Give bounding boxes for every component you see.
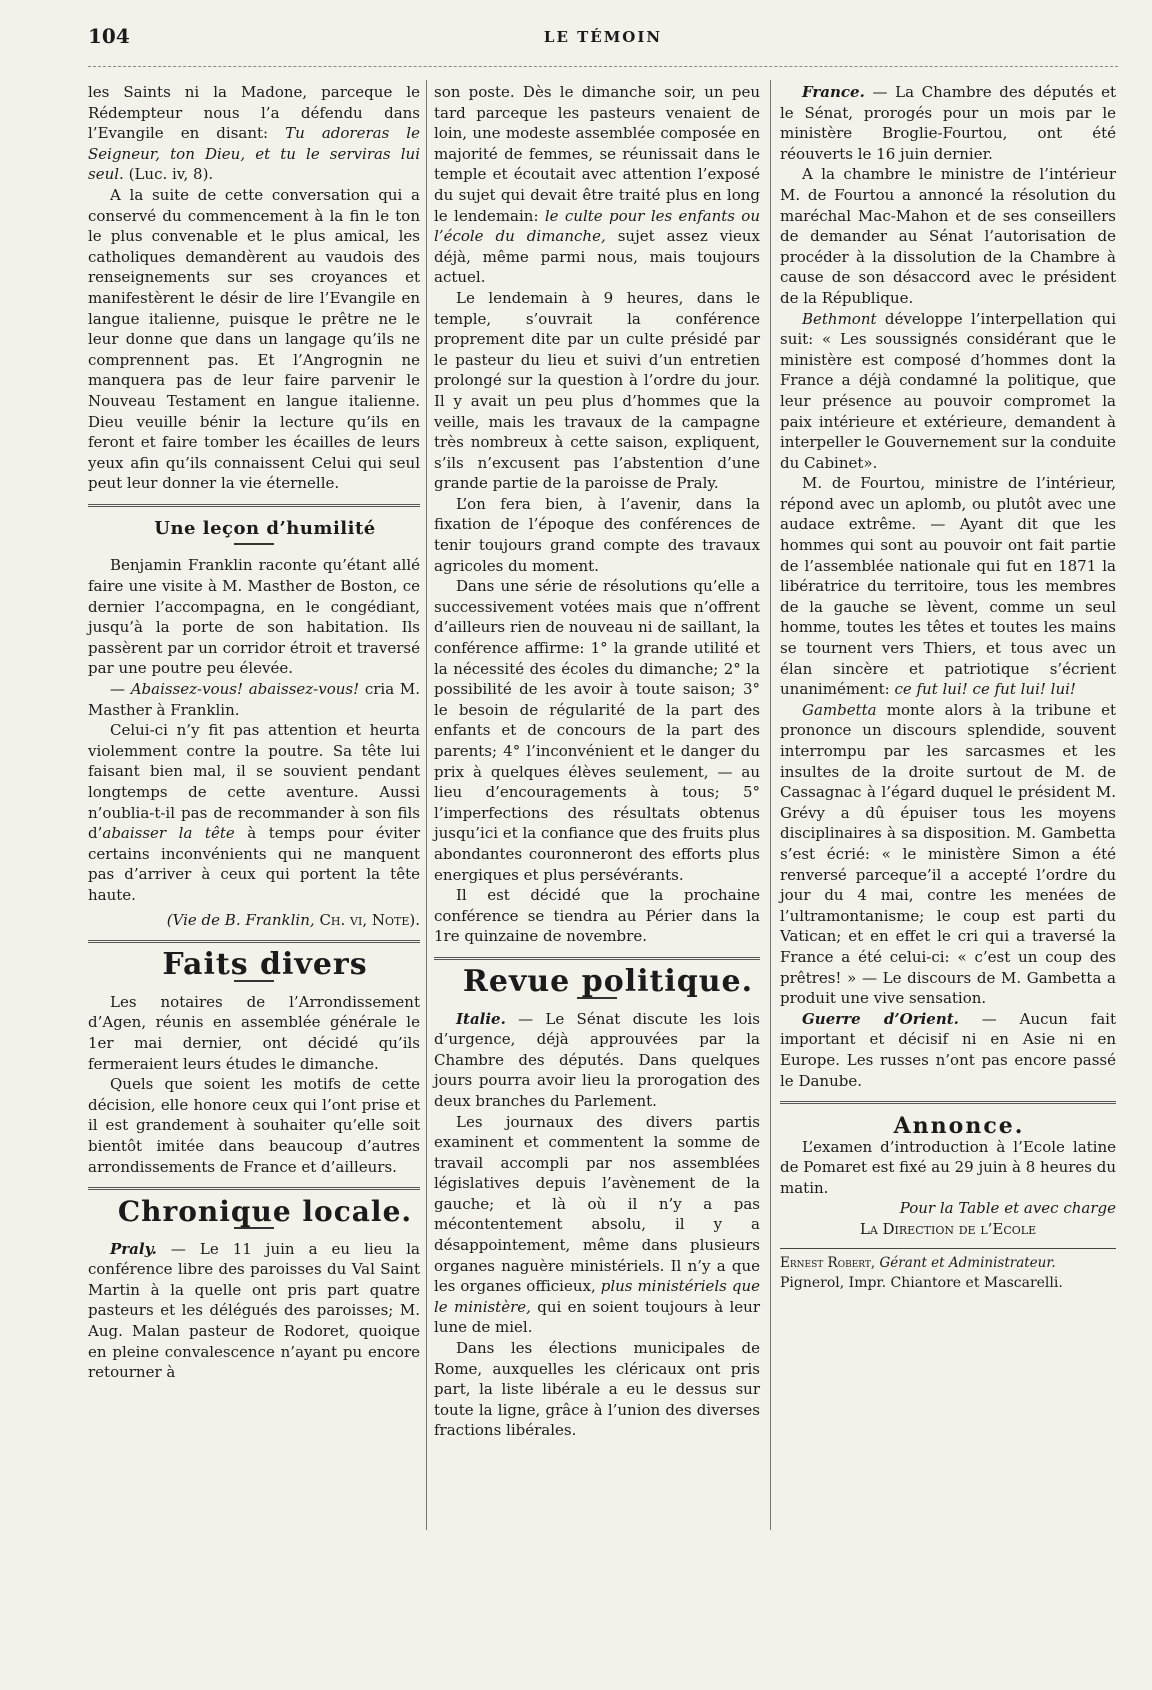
section-title-humilite: Une leçon d’humilité [154, 517, 376, 539]
paragraph [88, 720, 420, 905]
paragraph [780, 1009, 1116, 1091]
paragraph [88, 82, 420, 185]
text: — Aucun fait important et décisif ni en Asie ni en Europe. Les russes n’ont pas encore passé le Danube. [780, 1009, 1117, 1090]
paragraph [780, 473, 1116, 700]
paragraph: Il est décidé que la prochaine conférence se tiendra au Périer dans la 1re quinzaine de novembre. [434, 886, 760, 946]
emphasis: le culte pour les enfants ou l’école du dimanche, [434, 206, 760, 246]
scripture-quote: Tu adoreras le Seigneur, ton Dieu, et tu le serviras lui seul. [88, 124, 420, 184]
gerant-role: Gérant et Administrateur. [875, 1254, 1056, 1271]
paragraph [780, 82, 1116, 164]
emphasis: abaisser la tête [102, 824, 235, 843]
section-rule [88, 940, 420, 943]
topic-lead: Guerre d’Orient. [802, 1009, 959, 1028]
text: M. de Fourtou, ministre de l’intérieur, répond avec un aplomb, ou plutôt avec une audace extrême. — Ayant dit que les hommes qui sont au pouvoir ont fait partie de l’assemblée nationale qui fut en 1871 la libératrice du territoire, tous les membres de la gauche se lèvent, comme un seul homme, toutes les têtes et toutes les mains se tournent vers Thiers, et tous avec un élan sincère et patriotique s’écrient unanimément: [780, 474, 1116, 699]
signature-direction: La Direction de l’Ecole [859, 1220, 1037, 1239]
column-divider [770, 80, 771, 1530]
header-rule [88, 66, 1118, 67]
section-title-revue-politique: Revue politique. [462, 963, 754, 999]
paragraph [434, 1009, 760, 1112]
text: les Saints ni la Madone, parceque le Rédempteur nous l’a défendu dans l’Evangile en disant: [88, 83, 420, 143]
paragraph [780, 700, 1116, 1009]
emphasis: ce fut lui! ce fut lui! lui! [894, 680, 1076, 699]
paragraph [88, 1239, 420, 1383]
gerant-line [780, 1248, 1116, 1274]
paragraph: L’examen d’introduction à l’Ecole latine de Pomaret est fixé au 29 juin à 8 heures du matin. [780, 1137, 1117, 1197]
text: Ch. vi, Note). [319, 910, 420, 929]
text: sujet assez vieux déjà, même parmi nous, mais toujours actuel. [434, 227, 761, 287]
scripture-reference: (Luc. iv, 8). [128, 165, 214, 184]
quote: — Abaissez-vous! abaissez-vous! [110, 680, 360, 699]
page-header [88, 18, 1118, 52]
paragraph: A la chambre le ministre de l’intérieur M. de Fourtou a annoncé la résolution du maréchal Mac-Mahon et de ses conseillers de demander au Sénat l’autorisation de procéder à la dissolution de la Chambre à cause de son désaccord avec le président de la République. [780, 165, 1116, 307]
paragraph: Dans les élections municipales de Rome, auxquelles les cléricaux ont pris part, la liste libérale a eu le dessus sur toute la ligne, grâce à l’union des diverses fractions libérales. [434, 1339, 760, 1440]
text: développe l’interpellation qui suit: « Les soussignés considérant que le ministère est composé d’hommes dont la France a déjà condamné la politique, que leur présence au pouvoir compromet la paix intérieure et extérieure, demandent à interpeller le Gouvernement sur la conduite du Cabinet». [780, 309, 1116, 472]
paragraph [434, 82, 760, 288]
text: son poste. Dès le dimanche soir, un peu tard parceque les pasteurs venaient de loin, une modeste assemblée composée en majorité de femmes, se réunissait dans le temple et écoutait avec attention l’exposé du sujet qui devait être traité plus en long le lendemain: [434, 83, 760, 225]
paragraph: Quels que soient les motifs de cette décision, elle honore ceux qui l’ont prise et il est grandement à souhaiter qu’elle soit bientôt imitée dans beaucoup d’autres arrondissements de France et d’ailleurs. [88, 1075, 420, 1176]
paragraph: Benjamin Franklin raconte qu’étant allé faire une visite à M. Masther de Boston, ce dernier l’accompagna, en le congédiant, jusqu’à la porte de son habitation. Ils passèrent par un corridor étroit et traversé par une poutre peu élevée. [88, 556, 420, 678]
column-1 [88, 82, 420, 1383]
section-rule [88, 504, 420, 507]
title-dash [234, 543, 274, 545]
journal-title: LE TÉMOIN [543, 28, 663, 46]
paragraph: Dans une série de résolutions qu’elle a successivement votées mais que n’offrent d’ailleurs rien de nouveau ni de saillant, la conférence affirme: 1° la grande utilité et la nécessité des écoles du dimanche; 2° la possibilité de les avoir à toute saison; 3° le besoin de régularité de la part des enfants et de concours de la part des parents; 4° l’inconvénient et le danger du prix à quelques élèves seulement, — au lieu d’encouragements à tous; 5° l’imperfections des résultats obtenus jusqu’ici et la confiance que des fruits plus abondantes couronneront des efforts plus energiques et plus persévérants. [434, 577, 761, 884]
text: Les journaux des divers partis examinent et commentent la somme de travail accompli par nos assemblées législatives depuis l’avènement de la gauche; et là où il n’y a pas mécontentement absolu, il y a désappointement, même dans plusieurs organes naguère ministériels. Il n’y a que les organes officieux, [434, 1112, 760, 1296]
text: Celui-ci n’y fit pas attention et heurta violemment contre la poutre. Sa tête lui faisant bien mal, il se souvient pendant longtemps de cette aventure. Aussi n’oublia-t-il pas de recommander à son fils d’ [88, 721, 420, 843]
page-number: 104 [88, 24, 130, 48]
column-2 [434, 82, 760, 1441]
text: qui en soient toujours à leur lune de miel. [434, 1297, 760, 1337]
emphasis: plus ministériels que le ministère, [434, 1277, 760, 1316]
section-rule [434, 957, 760, 960]
column-divider [426, 80, 427, 1530]
paragraph [780, 309, 1116, 474]
text: à temps pour éviter certains inconvénients qui ne manquent pas d’arriver à ceux qui portent la tête haute. [88, 824, 420, 904]
section-title-faits-divers: Faits divers [162, 947, 368, 983]
paragraph: Le lendemain à 9 heures, dans le temple, s’ouvrait la conférence proprement dite par un culte présidé par le pasteur du lieu et suivi d’un entretien prolongé sur la question à l’ordre du jour. Il y avait un peu plus d’hommes que la veille, mais les travaux de la campagne très nombreux à cette saison, expliquent, s’ils n’excusent pas l’abstention d’une grande partie de la paroisse de Praly. [434, 288, 760, 493]
text: monte alors à la tribune et prononce un discours splendide, souvent interrompu par les sarcasmes et les insultes de la droite surtout de M. de Cassagnac à l’égard duquel le président M. Grévy a dû épuiser tous les moyens disciplinaires à sa disposition. M. Gambetta s’est écrié: « le ministère Simon a été renversé parceque’il a accepté l’ordre du jour du 4 mai, contre les menées de l’ultramontanisme; le coup est parti du Vatican; et en effet le cri qui a traversé la France a été celui-ci: « c’est un coup des prêtres! » — Le discours de M. Gambetta a produit une vive sensation. [780, 700, 1116, 1008]
country-lead: France. [802, 83, 865, 101]
section-title-annonce: Annonce. [893, 1113, 1025, 1140]
column-3 [780, 82, 1116, 1294]
source-citation [88, 910, 420, 931]
gerant-name: Ernest Robert, [780, 1254, 876, 1271]
signature-line: Pour la Table et avec charge [899, 1199, 1116, 1218]
text: (Vie de B. Franklin, [166, 910, 315, 929]
paragraph [88, 679, 420, 720]
section-rule [88, 1187, 420, 1190]
paragraph: Les notaires de l’Arrondissement d’Agen, réunis en assemblée générale le 1er mai dernier, ont décidé qu’ils fermeraient leurs études le dimanche. [88, 992, 420, 1073]
printer-imprint: Pignerol, Impr. Chiantore et Mascarelli. [780, 1275, 1063, 1292]
place-lead: Praly. [110, 1239, 157, 1258]
section-rule [780, 1101, 1116, 1104]
country-lead: Italie. [456, 1009, 506, 1028]
paragraph [434, 1112, 760, 1339]
text: — Le 11 juin a eu lieu la conférence libre des paroisses du Val Saint Martin à la quelle ont pris part quatre pasteurs et les délégués des paroisses; M. Aug. Malan pasteur de Rodoret, quoique en pleine convalescence n’ayant pu encore retourner à [88, 1239, 420, 1382]
paragraph: L’on fera bien, à l’avenir, dans la fixation de l’époque des conférences de tenir toujours grand compte des travaux agricoles du moment. [434, 494, 760, 575]
text: — Le Sénat discute les lois d’urgence, déjà approuvées par la Chambre des députés. Dans quelques jours pourra avoir lieu la prorogation des deux branches du Parlement. [434, 1009, 760, 1110]
person-name: Gambetta [802, 700, 877, 719]
section-title-chronique: Chronique locale. [117, 1195, 413, 1229]
text: — La Chambre des députés et le Sénat, prorogés pour un mois par le ministère Broglie-Fourtou, ont été réouverts le 16 juin dernier. [780, 83, 1116, 163]
text: cria M. Masther à Franklin. [88, 680, 420, 719]
person-name: Bethmont [802, 309, 877, 328]
paragraph: A la suite de cette conversation qui a conservé du commencement à la fin le ton le plus convenable et le plus amical, les catholiques demandèrent au vaudois des renseignements sur ses croyances et manifestèrent le désir de lire l’Evangile en langue italienne, puisque le prêtre ne le leur donne que dans un langage qu’ils ne comprennent pas. Et l’Angrognin ne manquera pas de leur faire parvenir le Nouveau Testament en langue italienne. Dieu veuille bénir la lecture qu’ils en feront et faire tomber les écailles de leurs yeux afin qu’ils connaissent Celui qui seul peut leur donner la vie éternelle. [88, 185, 420, 493]
